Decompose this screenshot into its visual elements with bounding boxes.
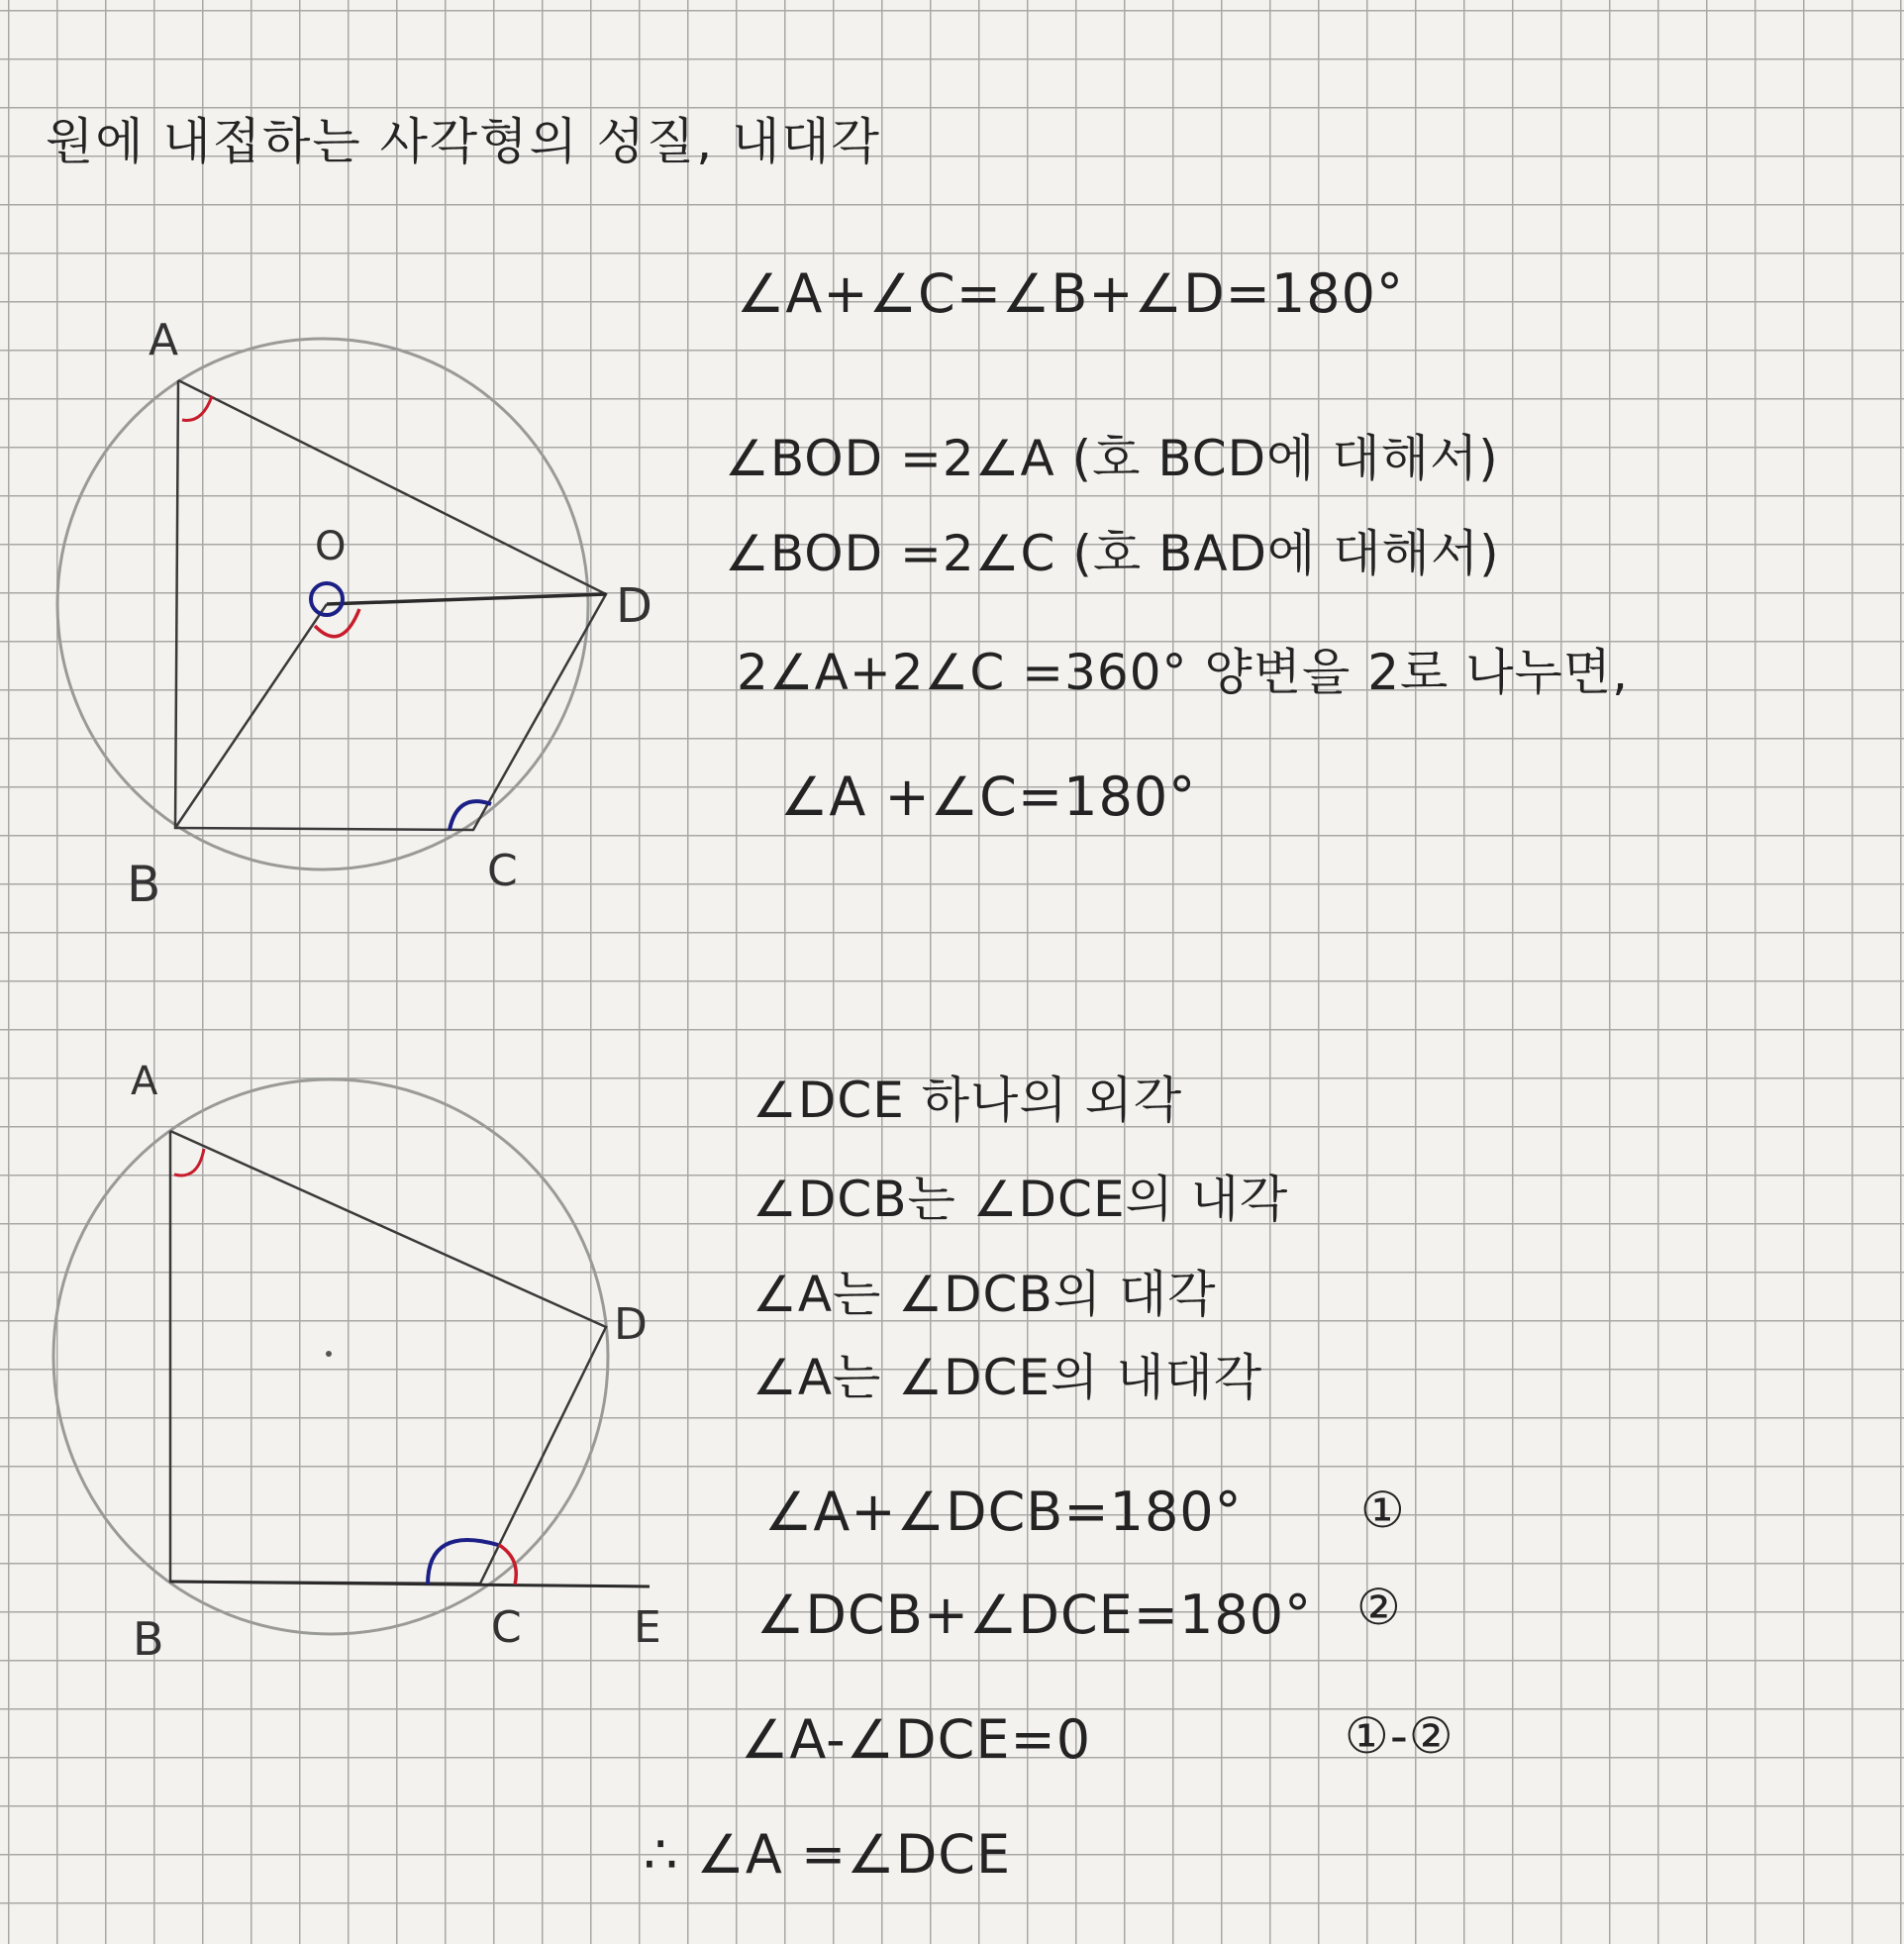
circle-2: [53, 1079, 608, 1634]
segment-ob: [175, 604, 327, 828]
proof2-line-6: ∠DCB+∠DCE=180°: [756, 1584, 1313, 1646]
angle-a-arc-2: [174, 1149, 204, 1176]
diagram-2: [53, 1079, 650, 1634]
label-d-2: D: [614, 1299, 648, 1350]
proof1-line-5: ∠A +∠C=180°: [780, 766, 1197, 828]
label-b-1: B: [127, 856, 161, 913]
diagram-1: [57, 339, 606, 870]
proof2-line-5: ∠A+∠DCB=180°: [764, 1481, 1243, 1543]
label-o: O: [315, 524, 347, 569]
segment-od: [327, 594, 606, 604]
label-e-2: E: [634, 1602, 661, 1653]
proof2-line-2: ∠DCB는 ∠DCE의 내각: [752, 1171, 1289, 1228]
proof2-line-7: ∠A-∠DCE=0: [741, 1708, 1092, 1771]
label-c-1: C: [487, 846, 518, 896]
angle-dce-arc: [499, 1545, 516, 1585]
equation-ref-1: ①: [1360, 1482, 1406, 1539]
proof2-line-8: ∴ ∠A =∠DCE: [644, 1823, 1012, 1886]
label-c-2: C: [491, 1602, 522, 1653]
angle-dcb-arc: [428, 1540, 498, 1585]
proof1-line-4: 2∠A+2∠C =360° 양변을 2로 나누면,: [737, 644, 1629, 701]
equation-ref-2: ②: [1356, 1579, 1402, 1636]
circle-1: [57, 339, 588, 870]
proof1-line-2: ∠BOD =2∠A (호 BCD에 대해서): [725, 430, 1499, 487]
proof1-line-1: ∠A+∠C=∠B+∠D=180°: [737, 262, 1404, 325]
angle-a-arc-1: [182, 396, 212, 421]
label-b-2: B: [133, 1612, 164, 1666]
proof1-line-3: ∠BOD =2∠C (호 BAD에 대해서): [725, 525, 1500, 582]
label-a-2: A: [131, 1059, 158, 1104]
page-title: 원에 내접하는 사각형의 성질, 내대각: [46, 113, 881, 170]
equation-ref-3: ①-②: [1345, 1707, 1454, 1765]
quadrilateral-1: [175, 380, 606, 830]
proof2-line-1: ∠DCE 하나의 외각: [752, 1072, 1183, 1129]
label-d-1: D: [616, 578, 652, 634]
proof2-line-4: ∠A는 ∠DCE의 내대각: [752, 1349, 1263, 1406]
center-dot-2: [326, 1351, 332, 1357]
angle-bod-arc-blue: [311, 583, 343, 615]
quadrilateral-2: [170, 1131, 606, 1584]
proof2-line-3: ∠A는 ∠DCB의 대각: [752, 1266, 1217, 1323]
label-a-1: A: [149, 315, 179, 365]
